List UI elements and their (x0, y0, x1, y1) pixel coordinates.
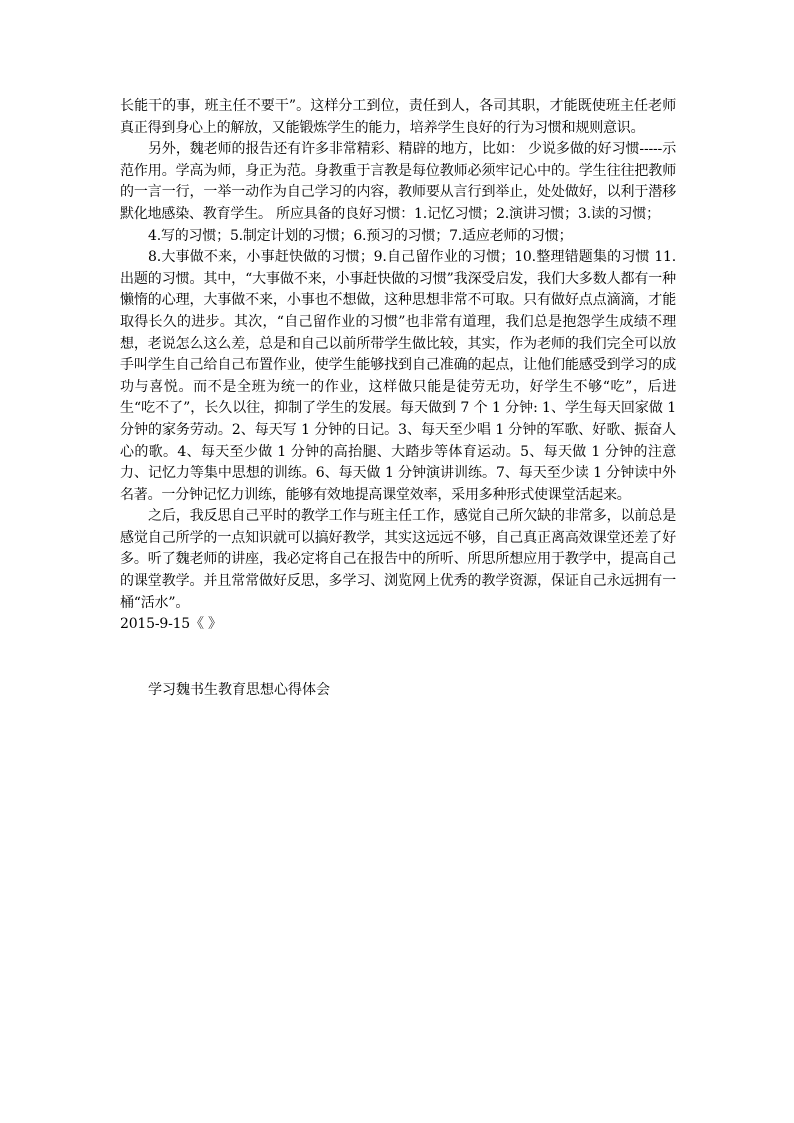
paragraph-3: 4.写的习惯；5.制定计划的习惯；6.预习的习惯；7.适应老师的习惯； (148, 227, 573, 244)
date-line: 2015-9-15《 》 (120, 616, 222, 633)
paragraph-1: 长能干的事，班主任不要干”。这样分工到位，责任到人，各司其职，才能既使班主任老师真正得到身心上的解放，又能锻炼学生的能力，培养学生良好的行为习惯和规则意识。 (120, 98, 676, 136)
next-article-title: 学习魏书生教育思想心得体会 (148, 682, 330, 698)
paragraph-4: 8.大事做不来，小事赶快做的习惯；9.自己留作业的习惯；10.整理错题集的习惯 11.出题的习惯。其中，“大事做不来，小事赶快做的习惯”我深受启发，我们大多数人都有一种懒惰的心理，大事做不来，小事也不想做，这种思想非常不可取。只有做好点点滴滴，才能取得长久的进步。其次，“自己留作业的习惯”也非常有道理，我们总是抱怨学生成绩不理想，老说怎么这么差，总是和自己以前所带学生做比较，其实，作为老师的我们完全可以放手叫学生自己给自己布置作业，使学生能够找到自己准确的起点，让他们能感受到学习的成功与喜悦。而不是全班为统一的作业，这样做只能是徒劳无功，好学生不够“吃”，后进生“吃不了”，长久以往，抑制了学生的发展。每天做到 7 个 1 分钟: 1、学生每天回家做 1 分钟的家务劳动。2、每天写 1 分钟的日记。3、每天至少唱 1 分钟的军歌、好歌、振奋人心的歌。4、每天至少做 1 分钟的高抬腿、大踏步等体育运动。5、每天做 1 分钟的注意力、记忆力等集中思想的训练。6、每天做 1 分钟演讲训练。7、每天至少读 1 分钟读中外名著。一分钟记忆力训练，能够有效地提高课堂效率，采用多种形式使课堂活起来。 (120, 249, 676, 503)
paragraph-5: 之后，我反思自己平时的教学工作与班主任工作，感觉自己所欠缺的非常多，以前总是感觉自己所学的一点知识就可以搞好教学，其实这远远不够，自己真正离高效课堂还差了好多。听了魏老师的讲座，我必定将自己在报告中的所听、所思所想应用于教学中，提高自己的课堂教学。并且常常做好反思，多学习、浏览网上优秀的教学资源，保证自己永远拥有一桶“活水”。 (120, 508, 676, 611)
body-text (120, 96, 676, 636)
paragraph-2: 另外，魏老师的报告还有许多非常精彩、精辟的地方，比如： 少说多做的好习惯-----示范作用。学高为师，身正为范。身教重于言教是每位教师必须牢记心中的。学生往往把教师的一言一行，一举一动作为自己学习的内容，教师要从言行到举止，处处做好，以利于潜移默化地感染、教育学生。 所应具备的良好习惯：1.记忆习惯；2.演讲习惯；3.读的习惯； (120, 141, 676, 222)
